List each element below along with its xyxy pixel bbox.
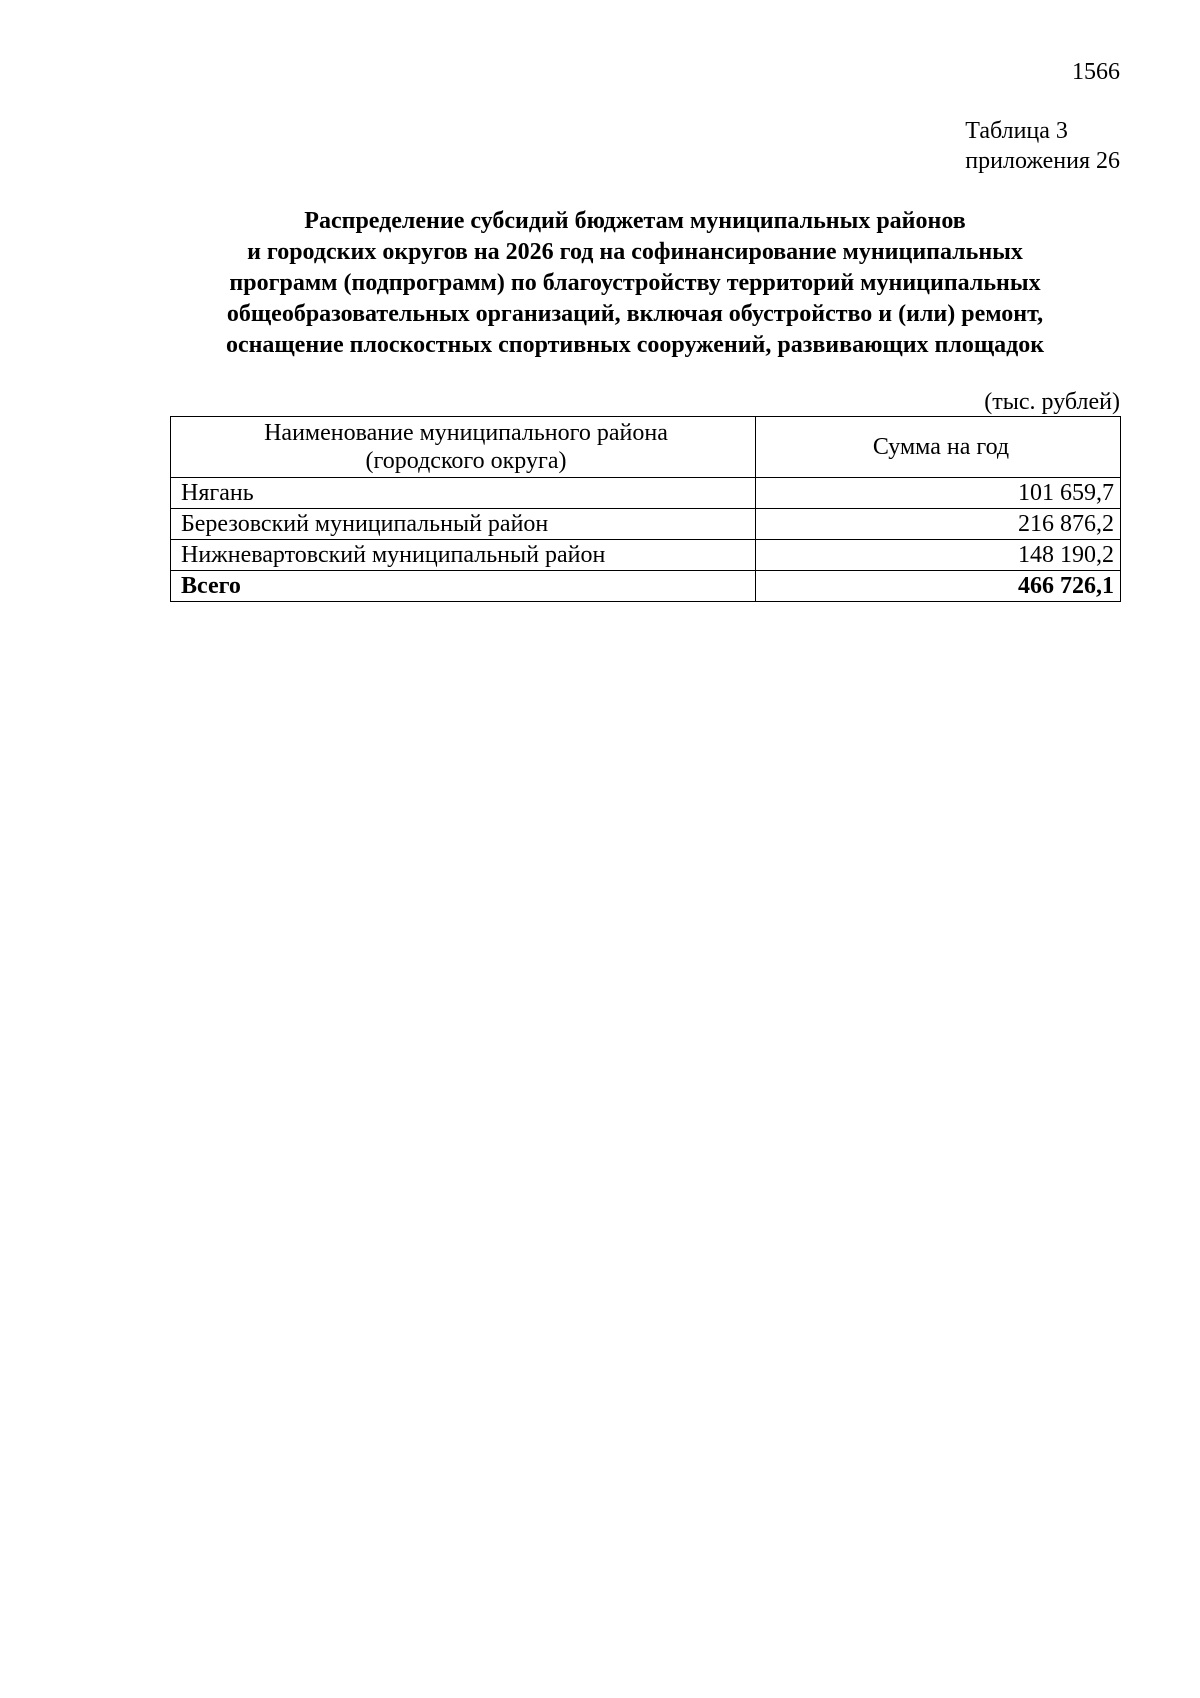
total-name: Всего [171, 571, 756, 602]
total-amount: 466 726,1 [756, 571, 1121, 602]
table-reference-line: Таблица 3 [965, 118, 1068, 144]
units-label: (тыс. рублей) [984, 389, 1120, 415]
row-amount: 216 876,2 [756, 509, 1121, 540]
document-title-line: программ (подпрограмм) по благоустройству территорий муниципальных [229, 270, 1041, 296]
row-amount: 101 659,7 [756, 478, 1121, 509]
column-header-name-line: (городского округа) [365, 448, 567, 474]
table-reference [965, 116, 1120, 176]
document-title-line: и городских округов на 2026 год на софинансирование муниципальных [247, 239, 1023, 265]
table-row [171, 509, 1121, 540]
document-title-line: оснащение плоскостных спортивных сооружений, развивающих площадок [225, 332, 1045, 358]
page-number: 1566 [1072, 59, 1120, 85]
document-title-line: Распределение субсидий бюджетам муниципальных районов [304, 208, 966, 234]
row-amount: 148 190,2 [756, 540, 1121, 571]
column-header-name [171, 417, 756, 478]
column-header-amount: Сумма на год [756, 417, 1121, 478]
table-header-row [171, 417, 1121, 478]
row-name: Нижневартовский муниципальный район [171, 540, 756, 571]
column-header-name-line: Наименование муниципального района [264, 420, 668, 446]
document-title [150, 206, 1120, 361]
row-name: Березовский муниципальный район [171, 509, 756, 540]
document-title-line: общеобразовательных организаций, включая обустройство и (или) ремонт, [226, 301, 1044, 327]
table-row [171, 478, 1121, 509]
table-reference-line: приложения 26 [965, 148, 1120, 174]
table-total-row [171, 571, 1121, 602]
table-row [171, 540, 1121, 571]
row-name: Нягань [171, 478, 756, 509]
subsidy-table [170, 416, 1121, 602]
